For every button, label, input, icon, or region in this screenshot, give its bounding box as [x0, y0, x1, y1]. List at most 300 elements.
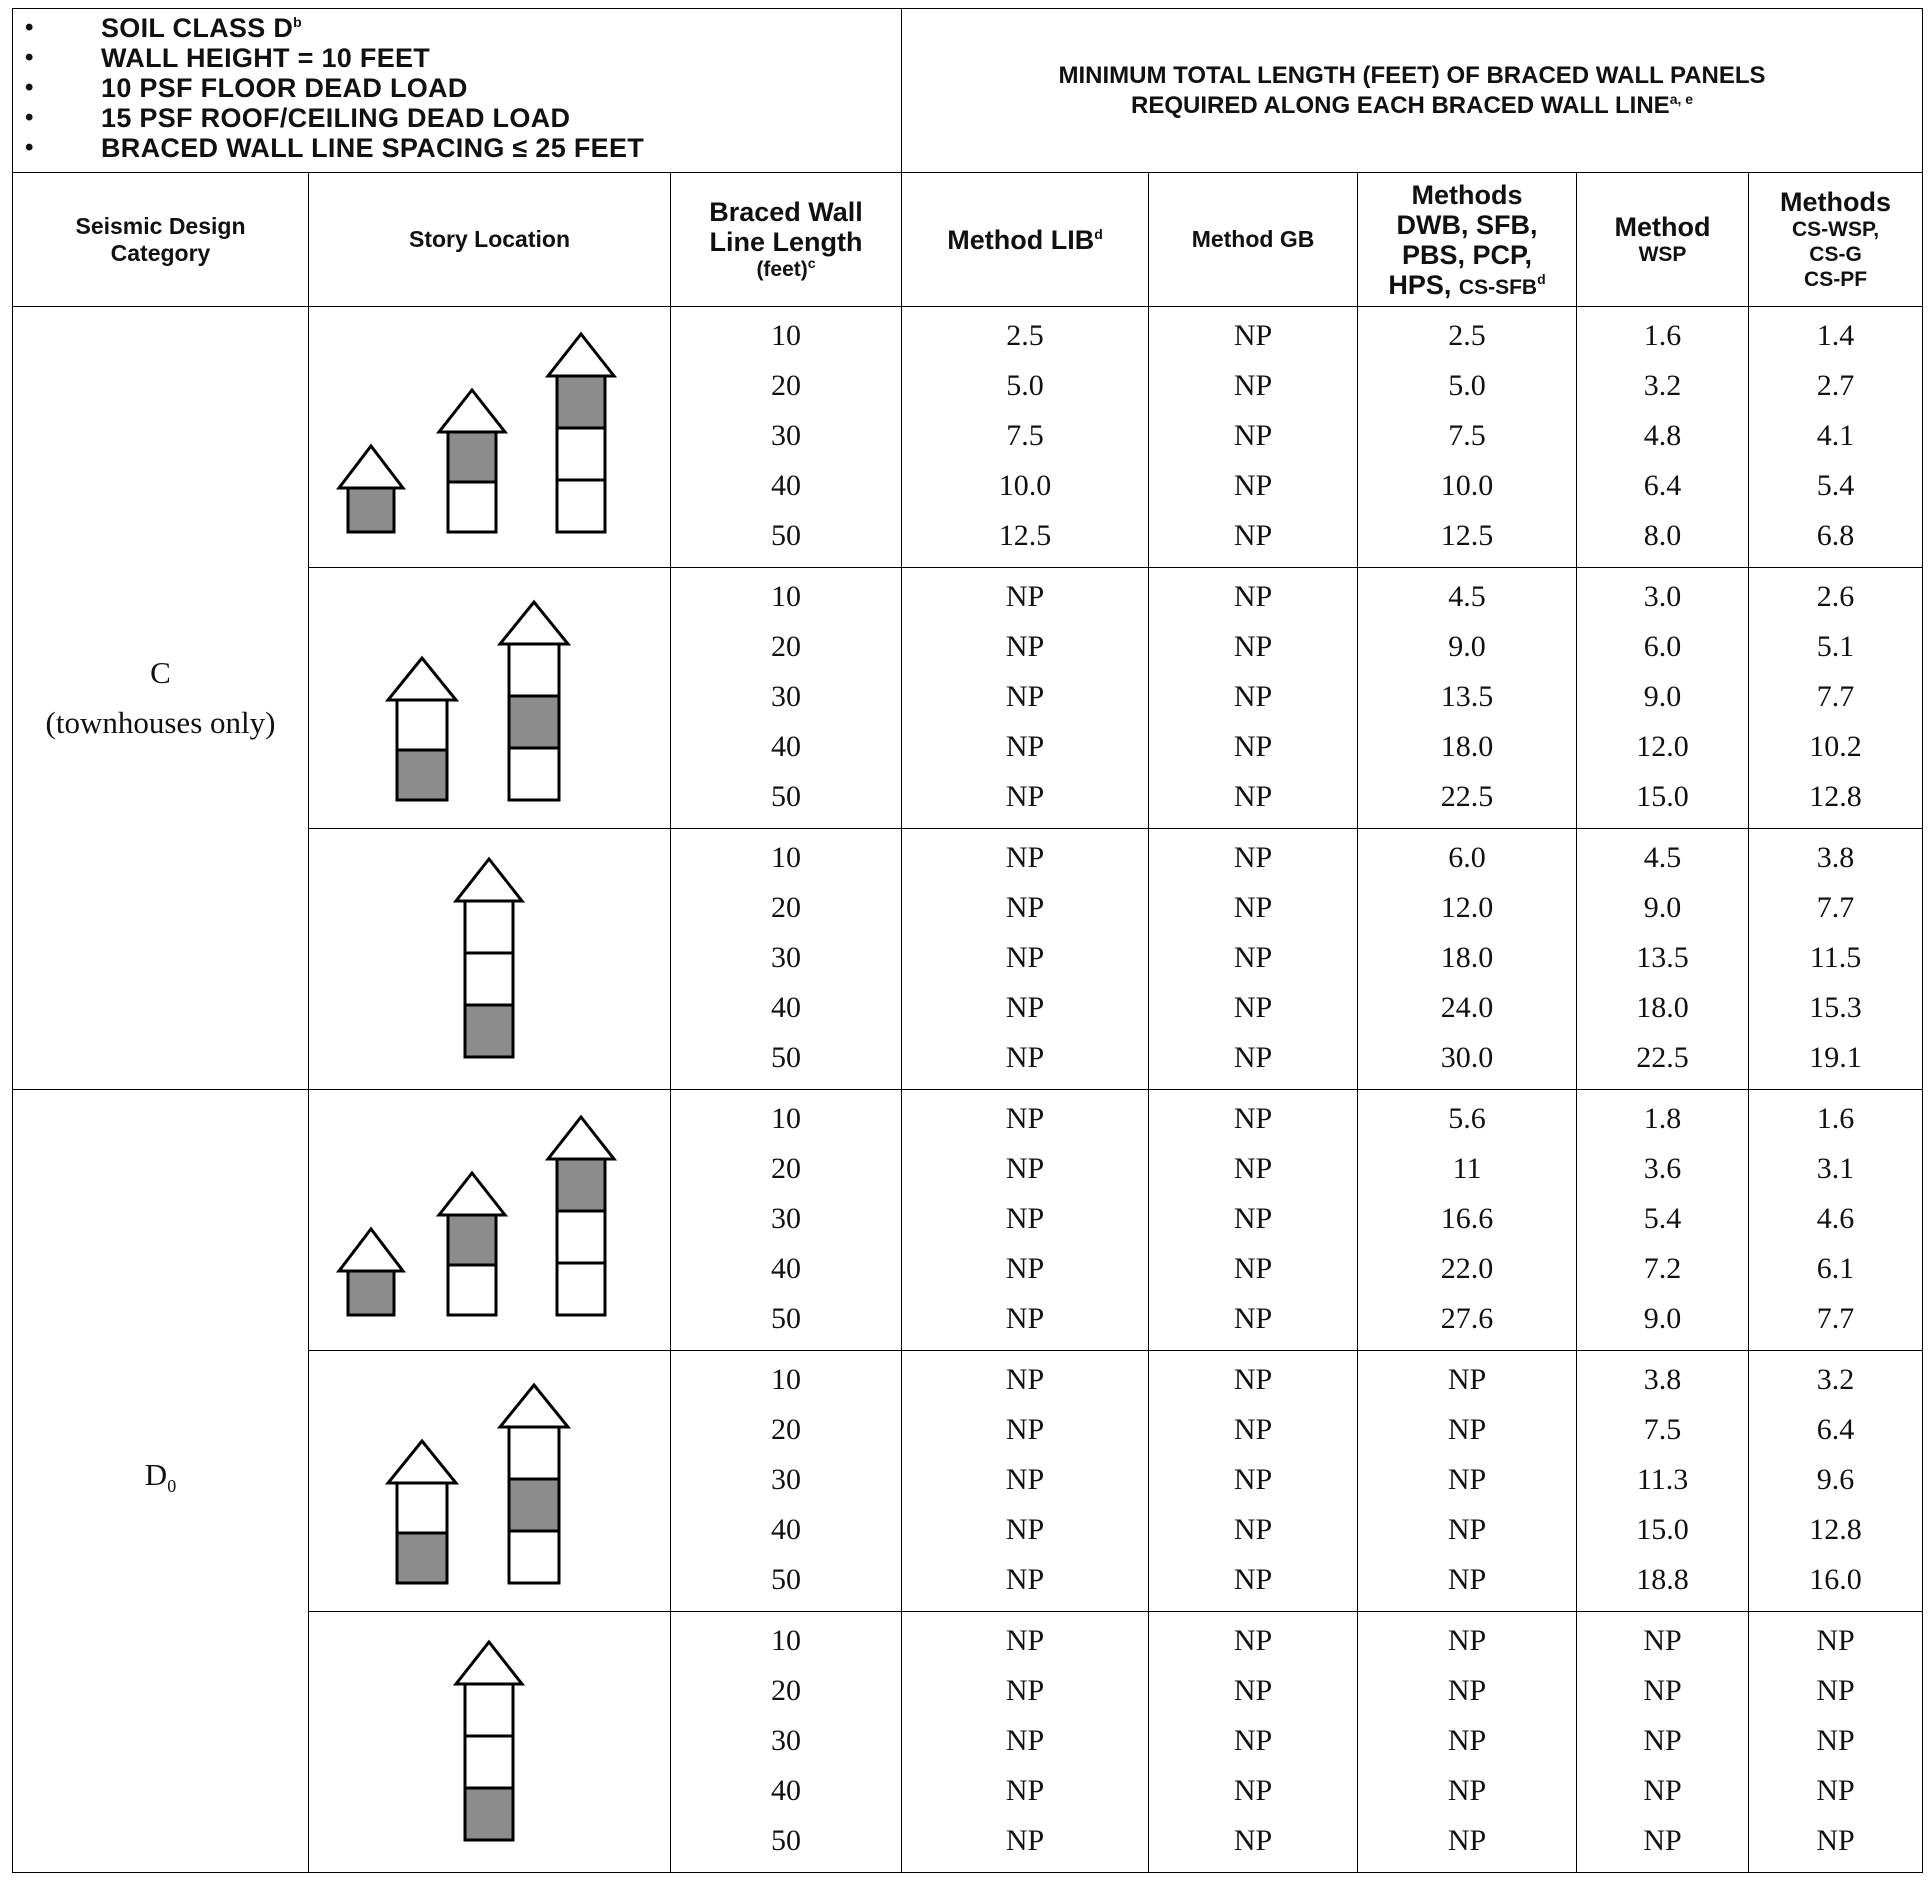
story-box: [397, 750, 447, 800]
story-box: [448, 432, 496, 482]
story-location-top-icon: [309, 1090, 671, 1350]
story-box: [465, 1005, 513, 1057]
length-value: 20: [771, 1413, 801, 1446]
col-header-wsp: [1577, 173, 1749, 307]
story-location-middle-icon: [309, 1351, 671, 1611]
story-box: [465, 1684, 513, 1736]
dwb-cell: [1358, 1090, 1577, 1351]
length-cell: [671, 829, 902, 1090]
length-value: 40: [771, 991, 801, 1024]
wsp-value: 15.0: [1636, 780, 1689, 813]
wsp-value: 6.4: [1643, 469, 1682, 502]
table-row-group: [13, 1090, 1923, 1351]
gb-value: NP: [1233, 841, 1273, 874]
lib-cell: [902, 1612, 1149, 1873]
story-box: [397, 700, 447, 750]
lib-value: NP: [1005, 1202, 1045, 1235]
cs-value: 6.4: [1816, 1413, 1855, 1446]
story-location-bottom-icon: [309, 829, 671, 1089]
gb-value: NP: [1233, 1252, 1273, 1285]
wsp-value: 1.8: [1643, 1102, 1682, 1135]
length-value: 20: [771, 1152, 801, 1185]
gb-value: NP: [1233, 1463, 1273, 1496]
bullet-icon: •: [25, 104, 34, 131]
story-box: [557, 428, 605, 480]
wsp-value: NP: [1643, 1674, 1682, 1707]
length-value: 20: [771, 630, 801, 663]
lib-cell: [902, 1351, 1149, 1612]
gb-value: NP: [1233, 1041, 1273, 1074]
roof-icon: [500, 1385, 568, 1427]
dwb-value: 16.6: [1440, 1202, 1494, 1235]
cs-value: 7.7: [1816, 680, 1855, 713]
cs-value: 10.2: [1809, 730, 1862, 763]
story-box: [509, 748, 559, 800]
lib-value: NP: [1005, 1774, 1045, 1807]
length-value: 30: [771, 1202, 801, 1235]
cs-value: 3.1: [1816, 1152, 1855, 1185]
length-value: 50: [771, 1041, 801, 1074]
gb-cell: [1149, 829, 1358, 1090]
dwb-value: 11: [1452, 1152, 1482, 1185]
column-header-row: [13, 173, 1923, 307]
gb-value: NP: [1233, 469, 1273, 502]
dwb-value: 18.0: [1440, 730, 1494, 763]
gb-value: NP: [1233, 1563, 1273, 1596]
cs-value: 11.5: [1809, 941, 1862, 974]
wsp-value: 8.0: [1643, 519, 1682, 552]
col-header-dwb-line1: Methods: [1411, 179, 1523, 210]
lib-value: NP: [1005, 1674, 1045, 1707]
dwb-value: 30.0: [1440, 1041, 1494, 1074]
story-location-bottom-icon: [309, 1612, 671, 1872]
story-location-cell: [309, 1612, 671, 1873]
lib-value: NP: [1005, 1252, 1045, 1285]
wsp-value: 12.0: [1636, 730, 1689, 763]
bullet-icon: •: [25, 74, 34, 101]
length-value: 50: [771, 1563, 801, 1596]
lib-value: 10.0: [998, 469, 1052, 502]
col-header-cs-line1: Methods: [1780, 187, 1892, 217]
cs-value: 12.8: [1809, 780, 1862, 813]
length-value: 10: [771, 580, 801, 613]
wsp-value: 1.6: [1643, 319, 1682, 352]
lib-value: NP: [1005, 1724, 1045, 1757]
cs-value: 5.1: [1816, 630, 1855, 663]
dwb-value: 9.0: [1448, 630, 1486, 663]
length-cell: [671, 1090, 902, 1351]
cs-value: 6.8: [1816, 519, 1855, 552]
length-value: 20: [771, 891, 801, 924]
condition-footnote: b: [293, 14, 302, 30]
gb-cell: [1149, 307, 1358, 568]
condition-text: SOIL CLASS D: [101, 13, 294, 43]
bullet-icon: •: [25, 14, 34, 41]
story-location-cell: [309, 307, 671, 568]
length-value: 10: [771, 1102, 801, 1135]
dwb-value: NP: [1447, 1724, 1487, 1757]
gb-value: NP: [1233, 891, 1273, 924]
category-label: $D_0$: [144, 1457, 177, 1497]
dwb-value: 22.0: [1440, 1252, 1494, 1285]
length-value: 30: [771, 419, 801, 452]
bullet-icon: •: [25, 44, 34, 71]
cs-value: NP: [1816, 1774, 1855, 1807]
dwb-cell: [1358, 1612, 1577, 1873]
gb-value: NP: [1233, 680, 1273, 713]
cs-cell: [1749, 568, 1923, 829]
wsp-value: 3.8: [1643, 1363, 1682, 1396]
wsp-value: 18.0: [1636, 991, 1689, 1024]
lib-cell: [902, 1090, 1149, 1351]
story-box: [557, 1159, 605, 1211]
dwb-value: NP: [1447, 1624, 1487, 1657]
condition-text: 15 PSF ROOF/CEILING DEAD LOAD: [101, 103, 571, 133]
dwb-value: 5.6: [1448, 1102, 1486, 1135]
dwb-value: NP: [1447, 1513, 1487, 1546]
wsp-cell: [1577, 1612, 1749, 1873]
dwb-value: 24.0: [1440, 991, 1494, 1024]
lib-value: NP: [1005, 780, 1045, 813]
story-box: [509, 1427, 559, 1479]
col-header-dwb: [1358, 173, 1577, 307]
cs-value: 16.0: [1809, 1563, 1862, 1596]
lib-value: NP: [1005, 841, 1045, 874]
cs-value: NP: [1816, 1674, 1855, 1707]
lib-cell: [902, 307, 1149, 568]
lib-value: NP: [1005, 941, 1045, 974]
length-value: 50: [771, 780, 801, 813]
length-value: 10: [771, 319, 801, 352]
gb-value: NP: [1233, 1302, 1273, 1335]
lib-value: NP: [1005, 1624, 1045, 1657]
gb-value: NP: [1233, 1774, 1273, 1807]
cs-value: 19.1: [1809, 1041, 1862, 1074]
lib-value: NP: [1005, 1824, 1045, 1857]
lib-value: NP: [1005, 1463, 1045, 1496]
gb-value: NP: [1233, 1102, 1273, 1135]
cs-value: 6.1: [1816, 1252, 1855, 1285]
condition-text: WALL HEIGHT = 10 FEET: [101, 43, 431, 73]
length-value: 40: [771, 1774, 801, 1807]
col-header-dwb-line3: PBS, PCP,: [1401, 239, 1533, 270]
wsp-value: 18.8: [1636, 1563, 1689, 1596]
roof-icon: [388, 658, 456, 700]
gb-value: NP: [1233, 941, 1273, 974]
cs-value: 3.2: [1816, 1363, 1855, 1396]
wsp-value: 22.5: [1636, 1041, 1689, 1074]
top-header-cell: [902, 9, 1923, 173]
conditions-cell: [13, 9, 902, 173]
length-value: 40: [771, 469, 801, 502]
gb-cell: [1149, 1090, 1358, 1351]
wsp-value: 9.0: [1643, 1302, 1682, 1335]
col-header-story: Story Location: [309, 173, 671, 307]
col-header-category-line2: Category: [110, 239, 211, 266]
braced-wall-table: [12, 8, 1923, 1873]
bullet-icon: •: [25, 134, 34, 161]
wsp-value: NP: [1643, 1824, 1682, 1857]
story-box: [557, 480, 605, 532]
lib-value: NP: [1005, 1302, 1045, 1335]
dwb-value: 2.5: [1448, 319, 1486, 352]
dwb-value: NP: [1447, 1774, 1487, 1807]
dwb-cell: [1358, 307, 1577, 568]
wsp-cell: [1577, 829, 1749, 1090]
gb-cell: [1149, 1351, 1358, 1612]
lib-value: NP: [1005, 1152, 1045, 1185]
lib-value: NP: [1005, 730, 1045, 763]
cs-value: 2.7: [1816, 369, 1855, 402]
cs-value: 1.6: [1816, 1102, 1855, 1135]
cs-value: 12.8: [1809, 1513, 1862, 1546]
story-box: [557, 376, 605, 428]
gb-value: NP: [1233, 519, 1273, 552]
wsp-value: NP: [1643, 1774, 1682, 1807]
lib-value: 5.0: [1006, 369, 1044, 402]
wsp-value: NP: [1643, 1624, 1682, 1657]
wsp-value: 4.8: [1643, 419, 1682, 452]
length-value: 10: [771, 1363, 801, 1396]
roof-icon: [548, 1117, 614, 1159]
col-header-gb: Method GB: [1149, 173, 1358, 307]
dwb-value: 7.5: [1448, 419, 1486, 452]
category-cell: [13, 307, 309, 1090]
cs-cell: [1749, 307, 1923, 568]
wsp-value: 11.3: [1636, 1463, 1689, 1496]
col-header-dwb-line4: HPS, CS-SFB$^d$: [1388, 269, 1546, 300]
story-box: [448, 482, 496, 532]
wsp-value: 7.5: [1643, 1413, 1682, 1446]
wsp-value: 7.2: [1643, 1252, 1682, 1285]
cs-value: 15.3: [1809, 991, 1862, 1024]
roof-icon: [456, 1642, 522, 1684]
wsp-cell: [1577, 568, 1749, 829]
dwb-value: 5.0: [1448, 369, 1486, 402]
gb-value: NP: [1233, 1413, 1273, 1446]
lib-value: NP: [1005, 680, 1045, 713]
dwb-value: 18.0: [1440, 941, 1494, 974]
roof-icon: [548, 334, 614, 376]
dwb-value: 4.5: [1448, 580, 1486, 613]
wsp-value: 3.2: [1643, 369, 1682, 402]
condition-item: [21, 133, 901, 163]
col-header-length: [671, 173, 902, 307]
length-cell: [671, 307, 902, 568]
top-header-line2: REQUIRED ALONG EACH BRACED WALL LINE$^{a, e}$: [1131, 90, 1694, 119]
wsp-cell: [1577, 1090, 1749, 1351]
gb-value: NP: [1233, 1513, 1273, 1546]
dwb-value: 6.0: [1448, 841, 1486, 874]
roof-icon: [339, 446, 403, 488]
gb-value: NP: [1233, 780, 1273, 813]
col-header-cs-line3: CS-G: [1809, 243, 1862, 266]
condition-item: [21, 103, 901, 133]
col-header-length-line2: Line Length: [709, 227, 863, 257]
col-header-cs-line2: CS-WSP,: [1791, 218, 1880, 241]
gb-value: NP: [1233, 419, 1273, 452]
col-header-cs: [1749, 173, 1923, 307]
story-box: [509, 1531, 559, 1583]
lib-value: NP: [1005, 1041, 1045, 1074]
wsp-value: 13.5: [1636, 941, 1689, 974]
table-row-group: [13, 307, 1923, 568]
conditions-list: [13, 9, 901, 163]
wsp-value: 3.6: [1643, 1152, 1682, 1185]
length-value: 30: [771, 680, 801, 713]
col-header-wsp-line2: WSP: [1638, 243, 1687, 266]
story-box: [465, 953, 513, 1005]
story-location-cell: [309, 568, 671, 829]
length-value: 20: [771, 1674, 801, 1707]
length-value: 30: [771, 1463, 801, 1496]
dwb-value: 22.5: [1440, 780, 1494, 813]
cs-value: 4.6: [1816, 1202, 1855, 1235]
dwb-cell: [1358, 829, 1577, 1090]
roof-icon: [339, 1229, 403, 1271]
wsp-value: 6.0: [1643, 630, 1682, 663]
condition-item: [21, 13, 901, 43]
wsp-cell: [1577, 1351, 1749, 1612]
gb-value: NP: [1233, 369, 1273, 402]
story-box: [509, 696, 559, 748]
cs-value: 2.6: [1816, 580, 1855, 613]
cs-value: NP: [1816, 1824, 1855, 1857]
condition-text: 10 PSF FLOOR DEAD LOAD: [101, 73, 468, 103]
length-value: 40: [771, 1252, 801, 1285]
cs-value: NP: [1816, 1724, 1855, 1757]
lib-value: NP: [1005, 1363, 1045, 1396]
wsp-value: 9.0: [1643, 680, 1682, 713]
dwb-value: 10.0: [1440, 469, 1494, 502]
story-box: [465, 1788, 513, 1840]
story-location-top-icon: [309, 307, 671, 567]
cs-value: 4.1: [1816, 419, 1855, 452]
story-box: [557, 1211, 605, 1263]
gb-value: NP: [1233, 1724, 1273, 1757]
gb-value: NP: [1233, 730, 1273, 763]
lib-value: 7.5: [1006, 419, 1044, 452]
lib-value: NP: [1005, 630, 1045, 663]
category-label: C: [150, 655, 171, 691]
length-value: 40: [771, 1513, 801, 1546]
lib-value: NP: [1005, 1563, 1045, 1596]
gb-value: NP: [1233, 991, 1273, 1024]
story-location-middle-icon: [309, 568, 671, 828]
lib-cell: [902, 568, 1149, 829]
roof-icon: [388, 1441, 456, 1483]
category-cell: [13, 1090, 309, 1873]
roof-icon: [439, 1173, 505, 1215]
length-value: 10: [771, 841, 801, 874]
cs-cell: [1749, 1612, 1923, 1873]
header-notes-row: [13, 9, 1923, 173]
length-value: 50: [771, 519, 801, 552]
length-cell: [671, 568, 902, 829]
length-value: 50: [771, 1824, 801, 1857]
gb-value: NP: [1233, 1152, 1273, 1185]
story-box: [348, 488, 394, 532]
cs-value: 1.4: [1816, 319, 1855, 352]
gb-cell: [1149, 1612, 1358, 1873]
lib-value: NP: [1005, 1102, 1045, 1135]
cs-cell: [1749, 1090, 1923, 1351]
dwb-cell: [1358, 1351, 1577, 1612]
dwb-value: NP: [1447, 1563, 1487, 1596]
story-box: [509, 644, 559, 696]
condition-item: [21, 73, 901, 103]
col-header-length-unit: (feet)$^c$: [756, 255, 816, 281]
dwb-value: NP: [1447, 1413, 1487, 1446]
wsp-value: 3.0: [1643, 580, 1682, 613]
dwb-value: 27.6: [1440, 1302, 1494, 1335]
cs-cell: [1749, 1351, 1923, 1612]
story-box: [509, 1479, 559, 1531]
condition-text: BRACED WALL LINE SPACING ≤ 25 FEET: [101, 133, 645, 163]
gb-value: NP: [1233, 1824, 1273, 1857]
cs-value: 7.7: [1816, 891, 1855, 924]
story-location-cell: [309, 1351, 671, 1612]
lib-value: 2.5: [1006, 319, 1044, 352]
story-location-cell: [309, 829, 671, 1090]
gb-value: NP: [1233, 1363, 1273, 1396]
gb-value: NP: [1233, 630, 1273, 663]
roof-icon: [439, 390, 505, 432]
length-value: 50: [771, 1302, 801, 1335]
roof-icon: [500, 602, 568, 644]
wsp-value: NP: [1643, 1724, 1682, 1757]
dwb-value: 12.5: [1440, 519, 1494, 552]
col-header-cs-line4: CS-PF: [1804, 268, 1868, 291]
dwb-cell: [1358, 568, 1577, 829]
col-header-category-line1: Seismic Design: [75, 212, 246, 239]
category-note: (townhouses only): [45, 704, 276, 740]
length-cell: [671, 1351, 902, 1612]
lib-value: 12.5: [998, 519, 1052, 552]
dwb-value: NP: [1447, 1674, 1487, 1707]
col-header-wsp-line1: Method: [1614, 212, 1711, 242]
lib-value: NP: [1005, 891, 1045, 924]
col-header-category: [13, 173, 309, 307]
cs-value: 5.4: [1816, 469, 1855, 502]
dwb-value: NP: [1447, 1824, 1487, 1857]
roof-icon: [456, 859, 522, 901]
cs-cell: [1749, 829, 1923, 1090]
wsp-cell: [1577, 307, 1749, 568]
gb-value: NP: [1233, 580, 1273, 613]
cs-value: 9.6: [1816, 1463, 1855, 1496]
dwb-value: NP: [1447, 1363, 1487, 1396]
condition-item: [21, 43, 901, 73]
dwb-value: 12.0: [1440, 891, 1494, 924]
story-box: [448, 1215, 496, 1265]
col-header-length-line1: Braced Wall: [709, 197, 863, 227]
gb-value: NP: [1233, 1674, 1273, 1707]
dwb-value: 13.5: [1440, 680, 1494, 713]
wsp-value: 4.5: [1643, 841, 1682, 874]
story-box: [348, 1271, 394, 1315]
gb-value: NP: [1233, 319, 1273, 352]
story-location-cell: [309, 1090, 671, 1351]
lib-value: NP: [1005, 580, 1045, 613]
story-box: [557, 1263, 605, 1315]
gb-cell: [1149, 568, 1358, 829]
lib-value: NP: [1005, 1513, 1045, 1546]
col-header-dwb-line2: DWB, SFB,: [1396, 209, 1538, 240]
length-value: 30: [771, 941, 801, 974]
wsp-value: 15.0: [1636, 1513, 1689, 1546]
length-value: 20: [771, 369, 801, 402]
